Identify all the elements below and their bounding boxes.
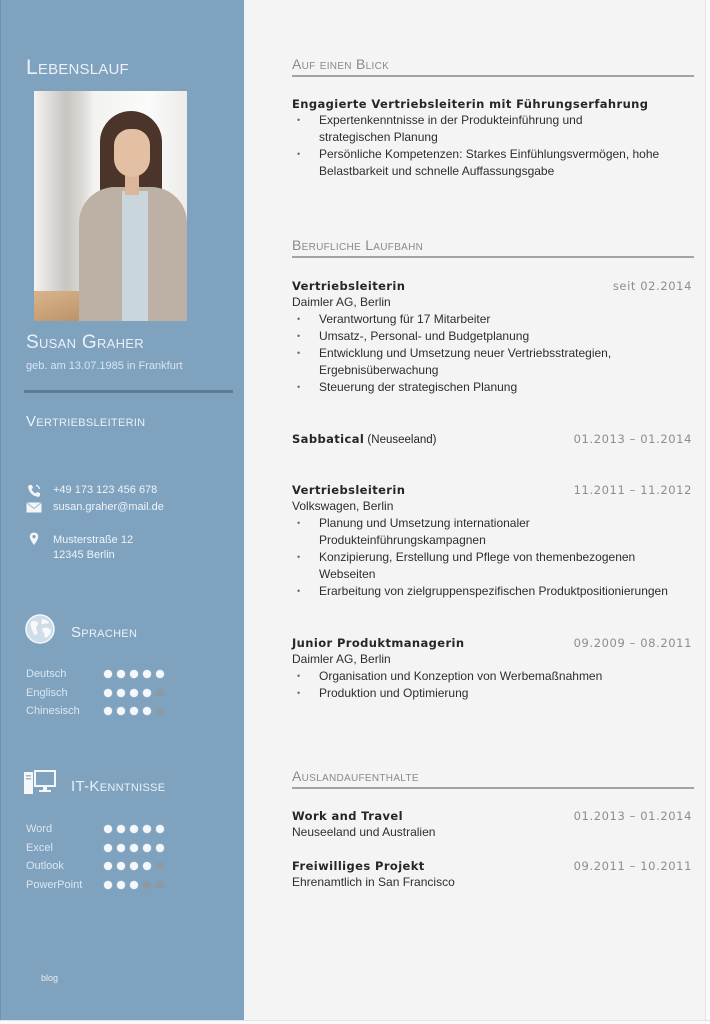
bullet-line: • Expertenkenntnisse in der Produkteinführung und [319, 113, 583, 127]
overview-bullets [292, 112, 692, 180]
career-title: Vertriebsleiterin [292, 279, 406, 293]
career-bullets [292, 668, 692, 702]
photo-face [114, 129, 150, 177]
rating-dot-filled [104, 844, 112, 852]
career-date: 01.2013 – 01.2014 [573, 432, 692, 446]
address-city: 12345 Berlin [53, 549, 115, 561]
rating-dot-filled [104, 670, 112, 678]
career-entry [292, 483, 692, 600]
page-edge-bottom [0, 1020, 710, 1024]
language-row [26, 702, 164, 721]
bullet-line: Webseiten [319, 567, 376, 581]
phone-icon [25, 484, 43, 498]
career-date: seit 02.2014 [612, 279, 692, 293]
globe-icon [23, 612, 57, 646]
overview-lead: Engagierte Vertriebsleiterin mit Führungserfahrung [292, 97, 649, 111]
rating-dot-empty [156, 881, 164, 889]
bullet-line: • Erarbeitung von zielgruppenspezifischen Produktpositionierungen [319, 584, 668, 598]
skill-rating [104, 689, 164, 697]
rating-dot-filled [130, 881, 138, 889]
abroad-title: Work and Travel [292, 809, 403, 823]
career-company: Volkswagen, Berlin [292, 499, 394, 513]
bullet-line: • Planung und Umsetzung internationaler [319, 516, 530, 530]
career-date: 09.2009 – 08.2011 [573, 636, 692, 650]
it-skill-row [26, 876, 164, 895]
skill-rating [104, 844, 164, 852]
page-edge-right [705, 0, 710, 1024]
career-title [292, 432, 436, 446]
contact-address [25, 533, 133, 563]
bullet-item [292, 583, 692, 600]
contact-email [25, 500, 164, 515]
section-heading-career: Berufliche Laufbahn [292, 237, 694, 258]
it-skill-label: Excel [26, 841, 53, 854]
rating-dot-filled [117, 689, 125, 697]
languages-heading [23, 612, 137, 646]
languages-list [26, 665, 164, 721]
phone-number[interactable]: +49 173 123 456 678 [53, 484, 158, 496]
languages-heading-label: Sprachen [71, 623, 138, 641]
language-row [26, 684, 164, 703]
abroad-subtitle: Ehrenamtlich in San Francisco [292, 875, 455, 889]
rating-dot-empty [156, 862, 164, 870]
bullet-line: Ergebnisüberwachung [319, 363, 439, 377]
abroad-entry [292, 859, 692, 890]
rating-dot-filled [156, 825, 164, 833]
career-company: Daimler AG, Berlin [292, 652, 391, 666]
location-pin-icon [25, 532, 43, 546]
rating-dot-filled [117, 881, 125, 889]
bullet-line: • Umsatz-, Personal- und Budgetplanung [319, 329, 530, 343]
rating-dot-empty [156, 689, 164, 697]
career-title-suffix: (Neuseeland) [364, 434, 437, 446]
rating-dot-filled [143, 689, 151, 697]
person-name: Susan Graher [26, 332, 144, 353]
email-address[interactable]: susan.graher@mail.de [53, 501, 164, 513]
abroad-entry [292, 809, 692, 840]
rating-dot-filled [130, 844, 138, 852]
skill-rating [104, 881, 164, 889]
rating-dot-filled [130, 670, 138, 678]
bullet-item [292, 668, 692, 685]
document-title: Lebenslauf [26, 56, 129, 79]
rating-dot-filled [104, 881, 112, 889]
section-heading-overview: Auf einen Blick [292, 56, 694, 77]
rating-dot-filled [117, 862, 125, 870]
it-skills-heading-label: IT-Kenntnisse [71, 777, 166, 795]
it-skill-label: Outlook [26, 860, 64, 873]
language-label: Englisch [26, 686, 68, 699]
bullet-line: • Entwicklung und Umsetzung neuer Vertriebsstrategien, [319, 346, 612, 360]
rating-dot-filled [156, 844, 164, 852]
language-label: Deutsch [26, 668, 67, 681]
career-title: Junior Produktmanagerin [292, 636, 465, 650]
footer-watermark: blog [41, 973, 59, 983]
it-skill-row [26, 820, 164, 839]
birth-info: geb. am 13.07.1985 in Frankfurt [26, 360, 183, 372]
rating-dot-empty [156, 707, 164, 715]
bullet-line: • Steuerung der strategischen Planung [319, 380, 518, 394]
rating-dot-filled [130, 825, 138, 833]
bullet-line: • Produktion und Optimierung [319, 686, 469, 700]
rating-dot-filled [143, 670, 151, 678]
bullet-item [292, 345, 692, 379]
bullet-item [292, 311, 692, 328]
skill-rating [104, 825, 164, 833]
rating-dot-filled [104, 862, 112, 870]
skill-rating [104, 862, 164, 870]
bullet-item [292, 515, 692, 549]
bullet-item [292, 328, 692, 345]
bullet-item [292, 146, 692, 180]
rating-dot-filled [130, 689, 138, 697]
it-skill-label: PowerPoint [26, 878, 83, 891]
section-heading-abroad: Auslandaufenthalte [292, 768, 694, 789]
rating-dot-filled [104, 707, 112, 715]
career-title: Vertriebsleiterin [292, 483, 406, 497]
bullet-item [292, 549, 692, 583]
career-title-text: Sabbatical [292, 432, 365, 446]
career-entry [292, 279, 692, 396]
career-entry [292, 432, 692, 446]
career-entry [292, 636, 692, 702]
career-company: Daimler AG, Berlin [292, 295, 391, 309]
profile-photo [34, 91, 187, 321]
rating-dot-filled [143, 862, 151, 870]
rating-dot-filled [117, 825, 125, 833]
rating-dot-filled [104, 689, 112, 697]
overview-block [292, 97, 692, 180]
bullet-line: • Persönliche Kompetenzen: Starkes Einfühlungsvermögen, hohe [319, 147, 660, 161]
rating-dot-filled [143, 825, 151, 833]
it-skill-row [26, 839, 164, 858]
rating-dot-filled [117, 670, 125, 678]
bullet-line: • Verantwortung für 17 Mitarbeiter [319, 312, 491, 326]
sidebar [0, 0, 244, 1022]
it-skill-row [26, 857, 164, 876]
sidebar-divider [24, 390, 233, 393]
rating-dot-filled [130, 862, 138, 870]
abroad-date: 09.2011 – 10.2011 [573, 859, 692, 873]
career-bullets [292, 311, 692, 396]
bullet-line: Produkteinführungskampagnen [319, 533, 486, 547]
rating-dot-filled [143, 707, 151, 715]
it-skill-label: Word [26, 823, 53, 836]
rating-dot-empty [143, 881, 151, 889]
bullet-item [292, 112, 692, 146]
it-skills-heading [23, 766, 165, 800]
career-date: 11.2011 – 11.2012 [573, 483, 692, 497]
rating-dot-filled [104, 825, 112, 833]
bullet-line: Belastbarkeit und schnelle Auffassungsgabe [319, 164, 555, 178]
skill-rating [104, 707, 164, 715]
abroad-date: 01.2013 – 01.2014 [573, 809, 692, 823]
bullet-line: • Organisation und Konzeption von Werbemaßnahmen [319, 669, 603, 683]
rating-dot-filled [130, 707, 138, 715]
bullet-item [292, 685, 692, 702]
computer-icon [23, 766, 57, 800]
bullet-line: strategischen Planung [319, 130, 438, 144]
rating-dot-filled [117, 707, 125, 715]
contact-phone [25, 483, 157, 498]
bullet-item [292, 379, 692, 396]
address-street: Musterstraße 12 [53, 534, 134, 546]
career-bullets [292, 515, 692, 600]
rating-dot-filled [156, 670, 164, 678]
job-role: Vertriebsleiterin [26, 413, 146, 430]
language-row [26, 665, 164, 684]
rating-dot-filled [117, 844, 125, 852]
abroad-title: Freiwilliges Projekt [292, 859, 425, 873]
it-skills-list [26, 820, 164, 894]
skill-rating [104, 670, 164, 678]
address [53, 533, 133, 563]
language-label: Chinesisch [26, 705, 80, 718]
photo-shirt [122, 191, 148, 321]
bullet-line: • Konzipierung, Erstellung und Pflege von themenbezogenen [319, 550, 636, 564]
mail-icon [25, 501, 43, 515]
rating-dot-filled [143, 844, 151, 852]
abroad-subtitle: Neuseeland und Australien [292, 825, 436, 839]
